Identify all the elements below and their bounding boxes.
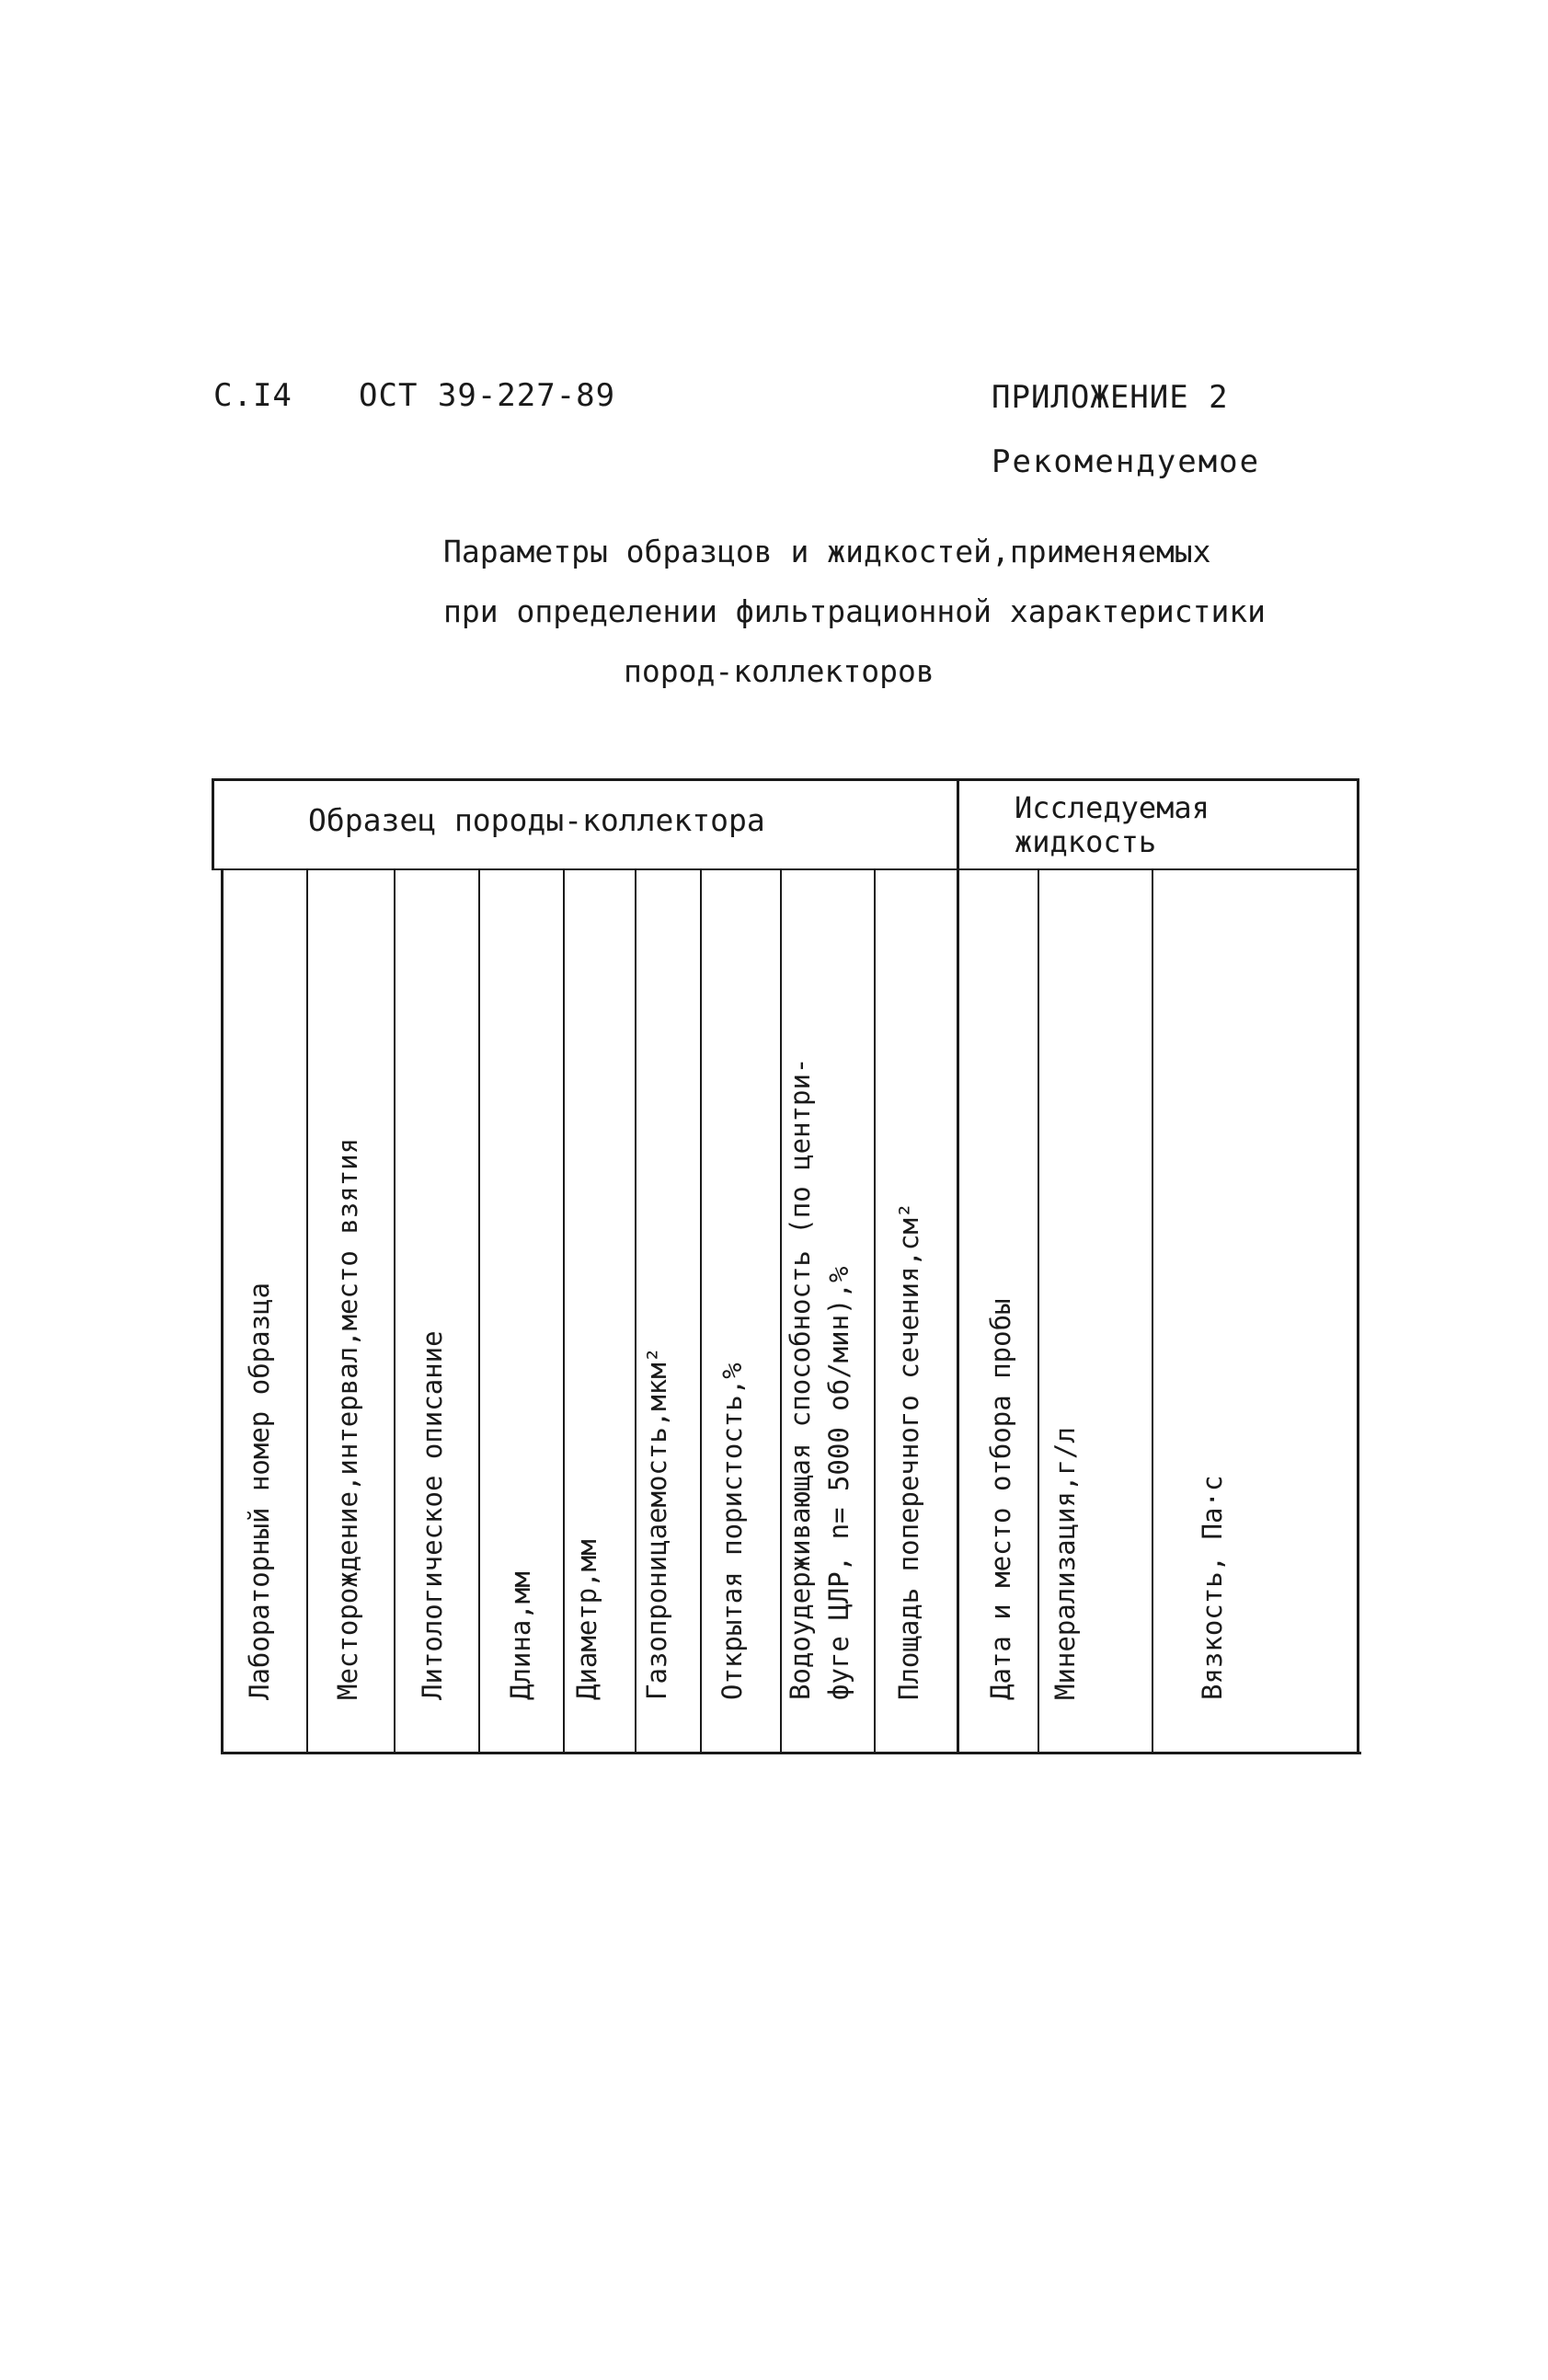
column-divider xyxy=(780,868,782,1753)
appendix-status: Рекомендуемое xyxy=(992,443,1261,480)
group-header-fluid xyxy=(1015,791,1210,859)
column-divider xyxy=(700,868,702,1753)
column-divider xyxy=(1038,868,1039,1753)
document-title-line-2: при определении фильтрационной характеристики xyxy=(443,593,1267,629)
column-header: Газопроницаемость,мкм² xyxy=(641,1346,672,1700)
document-code: ОСТ 39-227-89 xyxy=(359,377,616,414)
table-border-bottom xyxy=(221,1752,1361,1754)
group-header-fluid-line-2: жидкость xyxy=(1015,824,1157,859)
table-border-right xyxy=(1357,778,1359,1753)
document-title-line-3: пород-коллекторов xyxy=(624,653,935,689)
appendix-label: ПРИЛОЖЕНИЕ 2 xyxy=(992,379,1229,416)
header-row-divider xyxy=(213,868,1359,870)
column-divider xyxy=(394,868,396,1753)
column-divider xyxy=(563,868,565,1753)
table-border-top xyxy=(212,778,1359,781)
column-header: Длина,мм xyxy=(505,1571,536,1700)
column-header: фуге ЦЛР, n= 5000 об/мин),% xyxy=(823,1266,854,1700)
column-header: Дата и место отбора пробы xyxy=(985,1298,1016,1700)
column-divider xyxy=(1152,868,1153,1753)
column-header: Открытая пористость,% xyxy=(717,1362,748,1700)
column-divider xyxy=(635,868,636,1753)
column-header: Диаметр,мм xyxy=(571,1539,602,1700)
table-border-left-lower xyxy=(221,868,224,1753)
column-header: Литологическое описание xyxy=(417,1330,448,1700)
column-header: Минерализация,г/л xyxy=(1049,1427,1081,1700)
column-divider xyxy=(306,868,308,1753)
column-header: Лабораторный номер образца xyxy=(244,1282,275,1700)
column-header: Месторождение,интервал,место взятия xyxy=(332,1137,363,1700)
group-header-fluid-line-1: Исследуемая xyxy=(1015,790,1210,825)
column-header: Вязкость, Па·с xyxy=(1197,1475,1228,1700)
column-header: Водоудерживающая способность (по центри- xyxy=(785,1057,816,1700)
page-number: С.I4 xyxy=(213,377,292,414)
column-divider xyxy=(478,868,480,1753)
group-divider xyxy=(957,778,959,1753)
table-border-left xyxy=(212,778,214,870)
column-header: Площадь поперечного сечения,см² xyxy=(893,1201,924,1700)
document-title-line-1: Параметры образцов и жидкостей,применяемых xyxy=(443,534,1211,569)
group-header-sample: Образец породы-коллектора xyxy=(308,802,765,838)
column-divider xyxy=(874,868,876,1753)
